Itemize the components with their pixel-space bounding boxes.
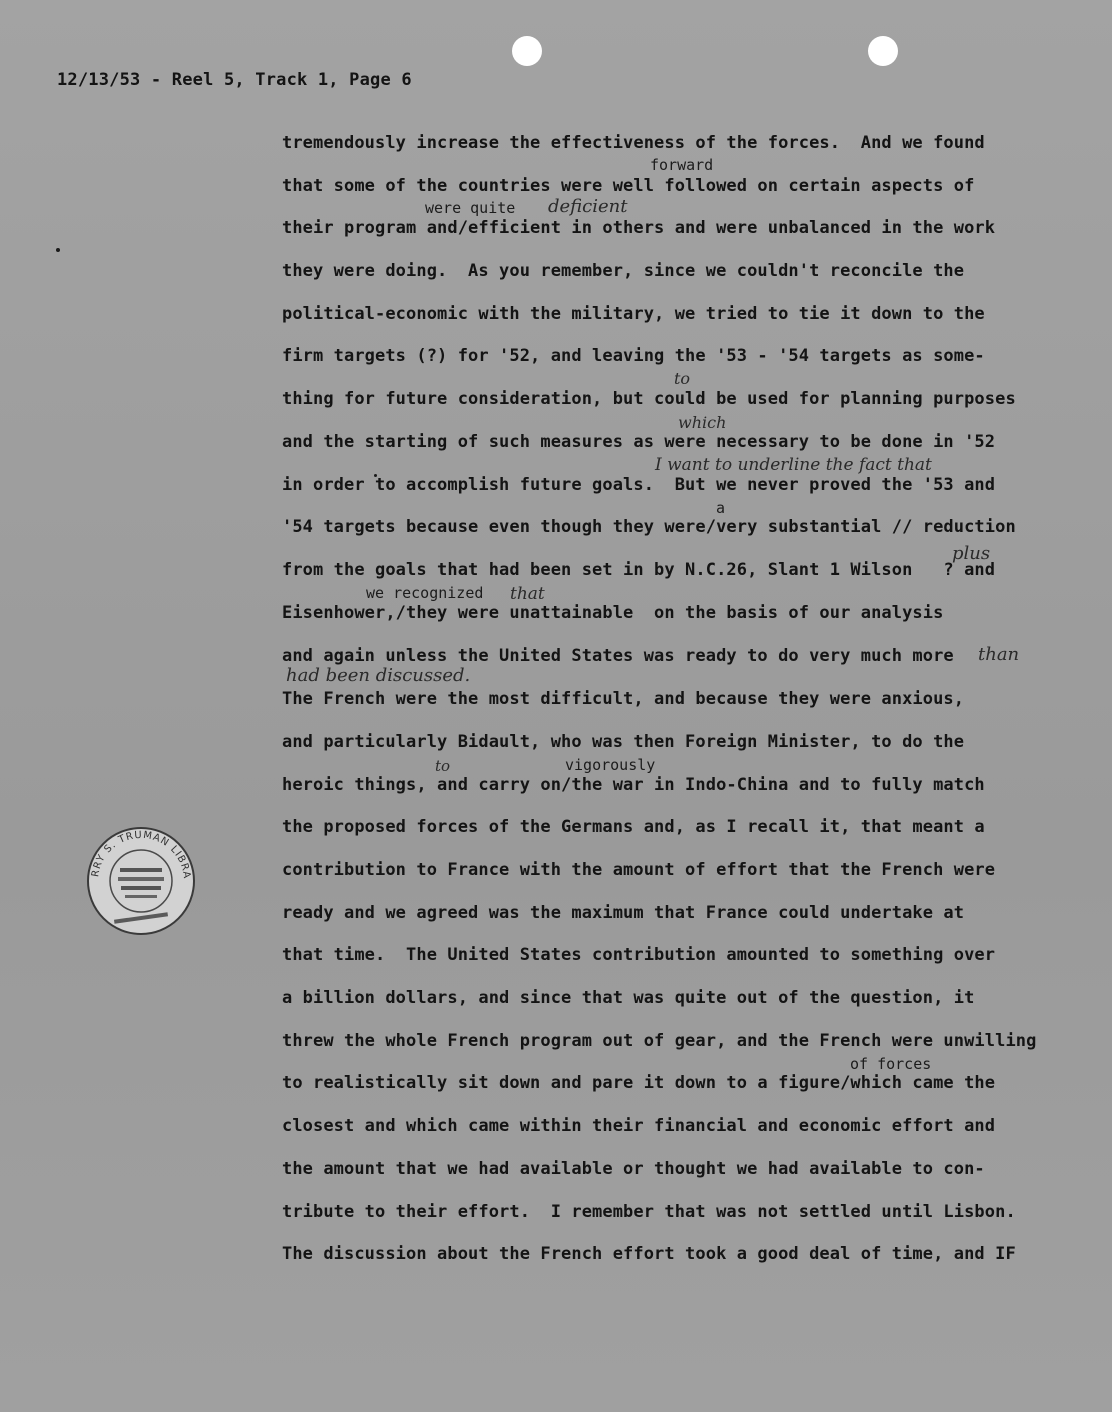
library-seal	[84, 824, 198, 938]
svg-text:HARRY S. TRUMAN LIBRARY: RRY S. TRUMAN LIBRA	[90, 829, 193, 880]
text-line: and again unless the United States was ready to do very much more	[282, 646, 954, 666]
text-line: in order to accomplish future goals. But we never proved the '53 and	[282, 475, 996, 495]
text-line: a billion dollars, and since that was quite out of the question, it	[282, 988, 975, 1008]
typed-insertion: we recognized	[366, 584, 484, 602]
text-line: closest and which came within their financial and economic effort and	[282, 1116, 996, 1136]
handwritten-insertion: I want to underline the fact that	[655, 455, 932, 475]
text-line: firm targets (?) for '52, and leaving the '53 - '54 targets as some-	[282, 346, 985, 366]
typed-insertion: of forces	[850, 1055, 932, 1073]
text-line: and the starting of such measures as were necessary to be done in '52	[282, 432, 996, 452]
text-line: that some of the countries were well followed on certain aspects of	[282, 176, 975, 196]
text-line: they were doing. As you remember, since we couldn't reconcile the	[282, 261, 965, 281]
text-line: heroic things, and carry on/the war in Indo-China and to fully match	[282, 775, 985, 795]
punch-hole-left	[512, 36, 542, 66]
handwritten-insertion: plus	[952, 543, 991, 564]
punch-hole-right	[868, 36, 898, 66]
text-line: that time. The United States contribution amounted to something over	[282, 945, 996, 965]
margin-mark	[56, 248, 60, 252]
typed-insertion: vigorously	[565, 756, 656, 774]
text-line: political-economic with the military, we tried to tie it down to the	[282, 304, 985, 324]
text-line: ready and we agreed was the maximum that France could undertake at	[282, 903, 965, 923]
text-line: contribution to France with the amount of effort that the French were	[282, 860, 996, 880]
text-line: and particularly Bidault, who was then Foreign Minister, to do the	[282, 732, 965, 752]
text-line: The discussion about the French effort took a good deal of time, and IF	[282, 1244, 1016, 1264]
text-line: the amount that we had available or thought we had available to con-	[282, 1159, 985, 1179]
text-line: thing for future consideration, but could be used for planning purposes	[282, 389, 1016, 409]
page-header: 12/13/53 - Reel 5, Track 1, Page 6	[57, 70, 412, 90]
text-line: the proposed forces of the Germans and, as I recall it, that meant a	[282, 817, 985, 837]
text-line: '54 targets because even though they were/very substantial // reduction	[282, 517, 1016, 537]
text-line: tribute to their effort. I remember that was not settled until Lisbon.	[282, 1202, 1016, 1222]
text-line: Eisenhower,/they were unattainable on the basis of our analysis	[282, 603, 944, 623]
handwritten-insertion: deficient	[548, 196, 628, 217]
handwritten-insertion: that	[510, 584, 545, 604]
text-line: tremendously increase the effectiveness of the forces. And we found	[282, 133, 985, 153]
handwritten-insertion: to	[435, 757, 451, 775]
handwritten-insertion: than	[978, 644, 1020, 665]
text-line: to realistically sit down and pare it down to a figure/which came the	[282, 1073, 996, 1093]
text-line: from the goals that had been set in by N.C.26, Slant 1 Wilson ? and	[282, 560, 996, 580]
text-line: threw the whole French program out of gear, and the French were unwilling	[282, 1031, 1037, 1051]
text-line: their program and/efficient in others and were unbalanced in the work	[282, 218, 996, 238]
typed-insertion: were quite	[425, 199, 516, 217]
typed-insertion: forward	[650, 156, 714, 174]
typed-insertion: a	[716, 499, 726, 517]
handwritten-insertion: had been discussed.	[286, 665, 471, 686]
handwritten-insertion: which	[678, 413, 727, 432]
handwritten-insertion: to	[674, 369, 691, 388]
text-line: The French were the most difficult, and because they were anxious,	[282, 689, 965, 709]
